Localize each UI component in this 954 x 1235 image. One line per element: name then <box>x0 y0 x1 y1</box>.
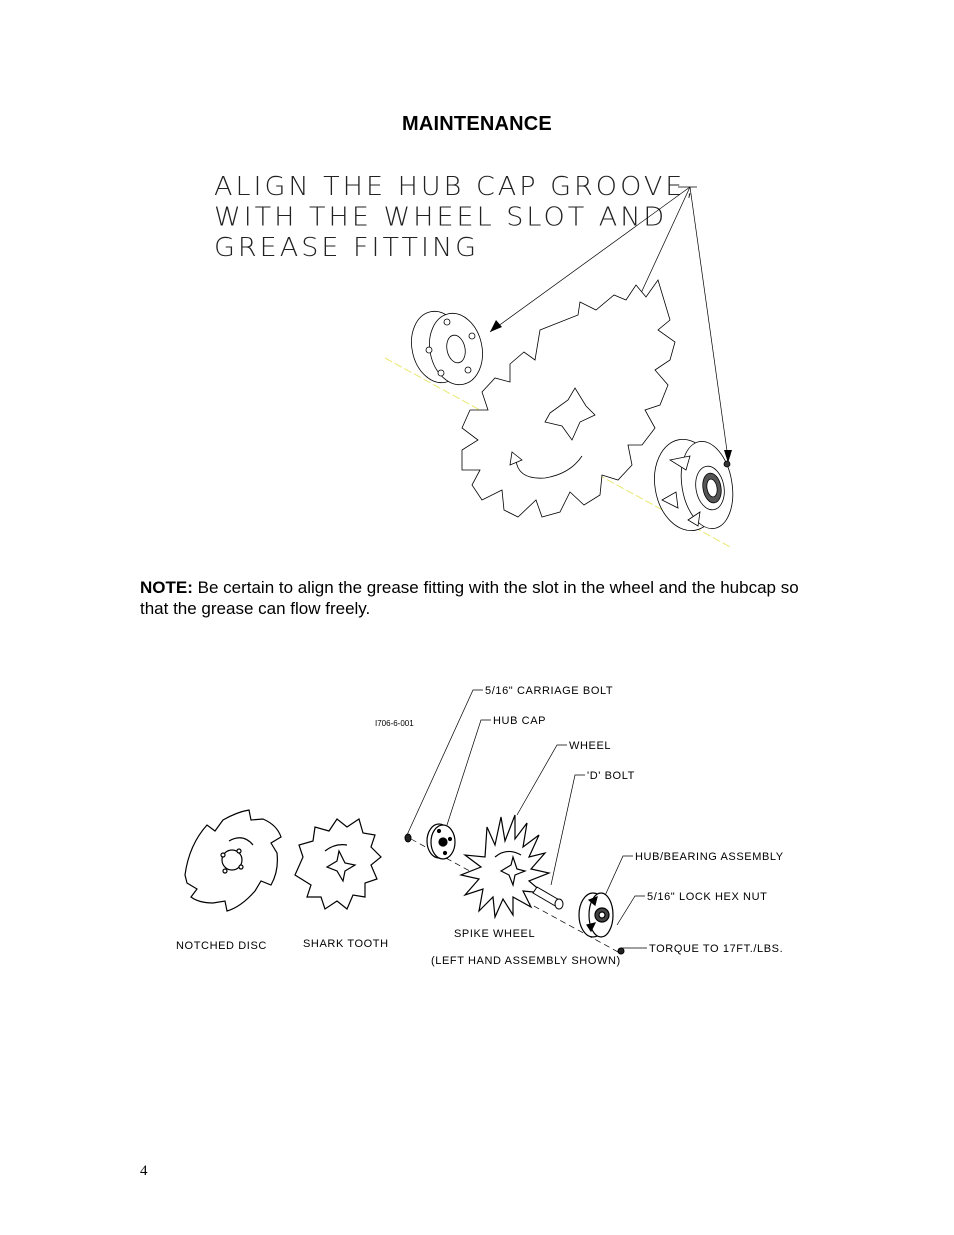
lock-nut-drawing <box>618 948 624 954</box>
label-hub-cap: HUB CAP <box>493 715 547 727</box>
fig2-spike-wheel-drawing <box>461 815 549 917</box>
label-wheel: WHEEL <box>569 740 612 752</box>
shark-tooth-drawing <box>295 819 381 909</box>
fig2-hub-cap-drawing <box>427 824 455 859</box>
note-label: NOTE: <box>140 578 193 597</box>
page-number: 4 <box>140 1163 148 1179</box>
label-carriage-bolt: 5/16" CARRIAGE BOLT <box>485 685 614 697</box>
label-hub-bearing: HUB/BEARING ASSEMBLY <box>635 851 784 863</box>
d-bolt-drawing <box>533 887 563 909</box>
hub-bearing-drawing <box>647 434 739 536</box>
label-spike-wheel: SPIKE WHEEL <box>454 928 536 940</box>
spike-wheel-drawing <box>462 280 675 517</box>
notched-disc-drawing <box>185 810 281 911</box>
drawing-number: I706-6-001 <box>375 719 414 728</box>
callout-line-2: WITH THE WHEEL SLOT AND <box>214 202 668 233</box>
label-d-bolt: 'D' BOLT <box>587 770 635 782</box>
carriage-bolt-drawing <box>405 834 411 842</box>
note-text: Be certain to align the grease fitting with the slot in the wheel and the hubcap so that the grease can flow freely. <box>140 578 799 618</box>
label-notched-disc: NOTCHED DISC <box>176 940 267 952</box>
note-paragraph <box>140 577 820 619</box>
label-torque: TORQUE TO 17FT./LBS. <box>649 943 784 955</box>
alignment-diagram <box>200 160 760 560</box>
label-assembly-note: (LEFT HAND ASSEMBLY SHOWN) <box>431 955 621 967</box>
label-shark-tooth: SHARK TOOTH <box>303 938 389 950</box>
callout-line-1: ALIGN THE HUB CAP GROOVE, <box>214 172 697 202</box>
fig2-hub-bearing-drawing <box>579 893 613 937</box>
page-title: MAINTENANCE <box>402 113 552 135</box>
exploded-assembly-diagram <box>165 675 795 985</box>
callout-line-3: GREASE FITTING <box>214 233 480 263</box>
label-lock-nut: 5/16" LOCK HEX NUT <box>647 891 768 903</box>
hub-cap-drawing <box>405 306 489 389</box>
